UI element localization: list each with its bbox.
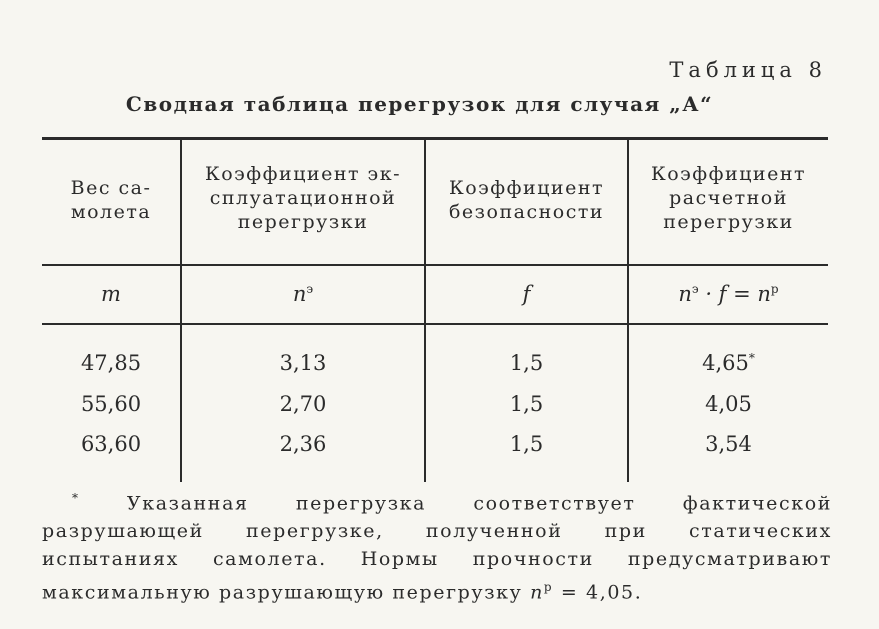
table-footnote [42, 484, 832, 607]
symbol-n: n [757, 282, 771, 306]
cell-weight: 47,85 [80, 351, 142, 375]
table-number: Таблица 8 [669, 58, 827, 82]
symbol-design-formula [629, 282, 828, 306]
header-safety-line: безопасности [448, 201, 605, 223]
footnote-marker: * [72, 491, 80, 505]
footnote-marker: * [748, 351, 755, 365]
header-weight-line: молета [70, 201, 152, 223]
symbol-weight: m [101, 282, 121, 306]
header-design-line: перегрузки [663, 211, 794, 233]
cell-design-load-value: 4,65 [702, 351, 749, 375]
symbol-sup: p [770, 282, 779, 296]
symbol-n: n [678, 282, 692, 306]
cell-weight: 55,60 [80, 392, 142, 416]
header-design-line: расчетной [669, 187, 788, 209]
cell-safety-factor: 1,5 [509, 351, 544, 375]
header-operational-line: Коэффициент эк- [205, 163, 401, 185]
symbol-n: n [292, 282, 307, 306]
header-operational-line: сплуатационной [209, 187, 397, 209]
cell-operational-load: 2,70 [279, 392, 327, 416]
table-top-rule [42, 137, 828, 140]
header-safety-factor [426, 176, 627, 224]
formula-middle: · f = [698, 282, 758, 306]
header-operational-load [182, 162, 424, 234]
header-design-line: Коэффициент [651, 163, 806, 185]
header-operational-line: перегрузки [237, 211, 369, 233]
symbol-safety-factor: f [522, 282, 531, 306]
footnote-symbol: n [530, 581, 544, 604]
cell-design-load: 3,54 [705, 432, 752, 456]
footnote-text: Указанная перегрузка соответствует фактической разрушающей перегрузке, полученной при статических испытаниях самолета. Нормы прочности предусматривают максимальную разрушающую перегрузку [42, 492, 833, 604]
cell-operational-load: 3,13 [279, 351, 327, 375]
header-design-load [629, 162, 828, 234]
cell-design-load: 4,05 [705, 392, 752, 416]
symbol-divider-rule [42, 323, 828, 325]
cell-weight: 63,60 [80, 432, 142, 456]
symbol-sup: э [306, 282, 314, 296]
symbol-sup: э [691, 282, 699, 296]
footnote-tail: = 4,05. [553, 581, 643, 604]
symbol-operational-load [182, 282, 424, 306]
cell-operational-load: 2,36 [279, 432, 327, 456]
footnote-symbol-sup: p [543, 580, 554, 595]
header-divider-rule [42, 264, 828, 266]
cell-safety-factor: 1,5 [509, 432, 544, 456]
cell-safety-factor: 1,5 [509, 392, 544, 416]
cell-design-load [629, 351, 828, 375]
header-weight [42, 176, 180, 224]
header-safety-line: Коэффициент [449, 177, 604, 199]
table-title: Сводная таблица перегрузок для случая „А“ [125, 92, 714, 116]
header-weight-line: Вес са- [70, 177, 152, 199]
